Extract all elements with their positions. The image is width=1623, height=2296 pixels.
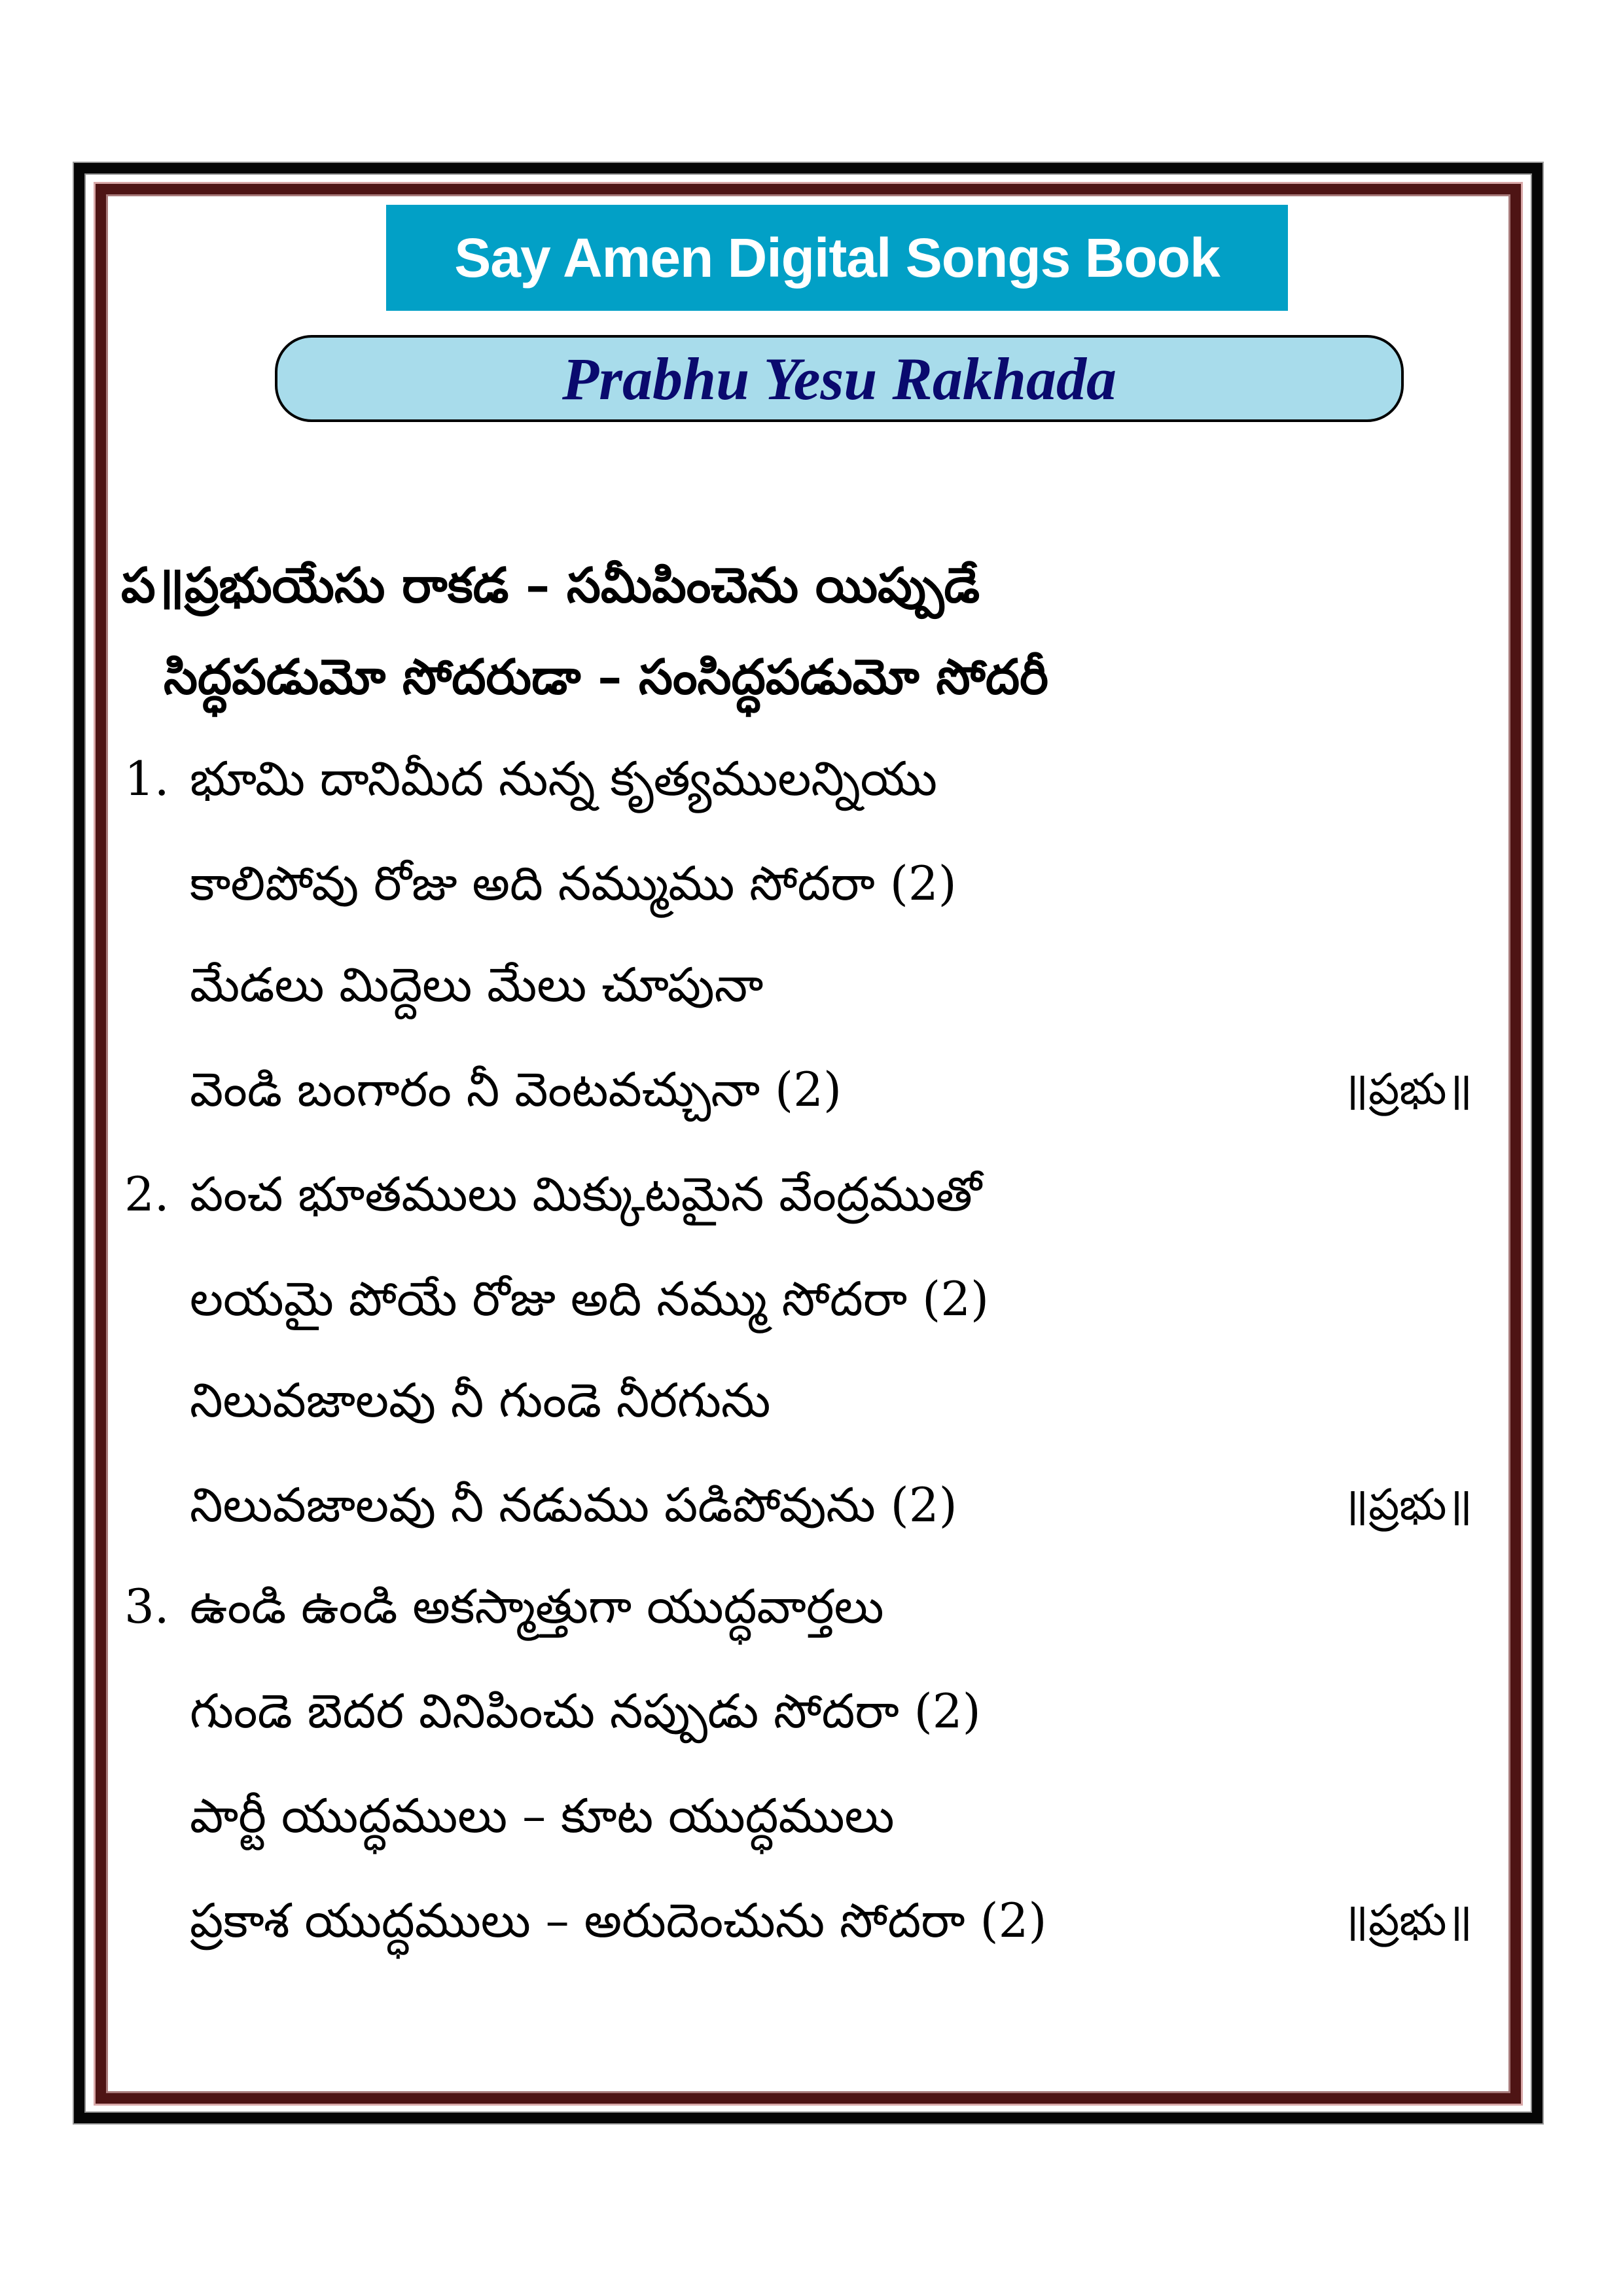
stanza-number: 2. [124, 1167, 169, 1222]
refrain-marker: ॥ప్రభు॥ [1342, 1064, 1472, 1114]
stanza-2-line-3: నిలువజాలవు నీ గుండె నీరగును [190, 1373, 771, 1428]
stanza-1-line-2: కాలిపోవు రోజు అది నమ్ముము సోదరా (2) [190, 856, 957, 911]
lyric-text: పంచ భూతములు మిక్కుటమైన వేంద్రముతో [190, 1167, 982, 1222]
stanza-2-line-4: నిలువజాలవు నీ నడుము పడిపోవును (2) [190, 1477, 957, 1532]
stanza-3-line-1 [124, 1574, 884, 1639]
song-title: Prabhu Yesu Rakhada [562, 345, 1116, 412]
stanza-1-line-3: మేడలు మిద్దెలు మేలు చూపునా [190, 957, 764, 1012]
stanza-3-line-2: గుండె బెదర వినిపించు నప్పుడు సోదరా (2) [190, 1684, 981, 1739]
chorus-line-1: ప॥ప్రభుయేసు రాకడ – సమీపించెను యిప్పుడే [121, 557, 980, 614]
song-title-box [275, 335, 1404, 422]
stanza-1-line-4: వెండి బంగారం నీ వెంటవచ్చునా (2) [190, 1062, 842, 1117]
stanza-2-line-1 [124, 1161, 982, 1227]
banner-title: Say Amen Digital Songs Book [454, 226, 1220, 289]
stanza-3-line-4: ప్రకాశ యుద్ధములు – అరుదెంచును సోదరా (2) [190, 1893, 1047, 1948]
stanza-2-line-2: లయమై పోయే రోజు అది నమ్ము సోదరా (2) [190, 1271, 990, 1326]
refrain-marker: ॥ప్రభు॥ [1342, 1479, 1472, 1530]
stanza-number: 3. [124, 1579, 169, 1634]
stanza-3-line-3: పార్టీ యుద్ధములు – కూట యుద్ధములు [190, 1788, 895, 1843]
lyric-text: ఉండి ఉండి అకస్మాత్తుగా యుద్ధవార్తలు [190, 1579, 884, 1634]
songbook-banner [386, 205, 1288, 311]
lyric-text: భూమి దానిమీద నున్న కృత్యములన్నియు [190, 751, 938, 806]
chorus-line-2: సిద్ధపడుమో సోదరుడా – సంసిద్ధపడుమో సోదరీ [164, 649, 1048, 705]
refrain-marker: ॥ప్రభు॥ [1342, 1895, 1472, 1945]
stanza-number: 1. [124, 751, 169, 806]
stanza-1-line-1 [124, 746, 937, 811]
